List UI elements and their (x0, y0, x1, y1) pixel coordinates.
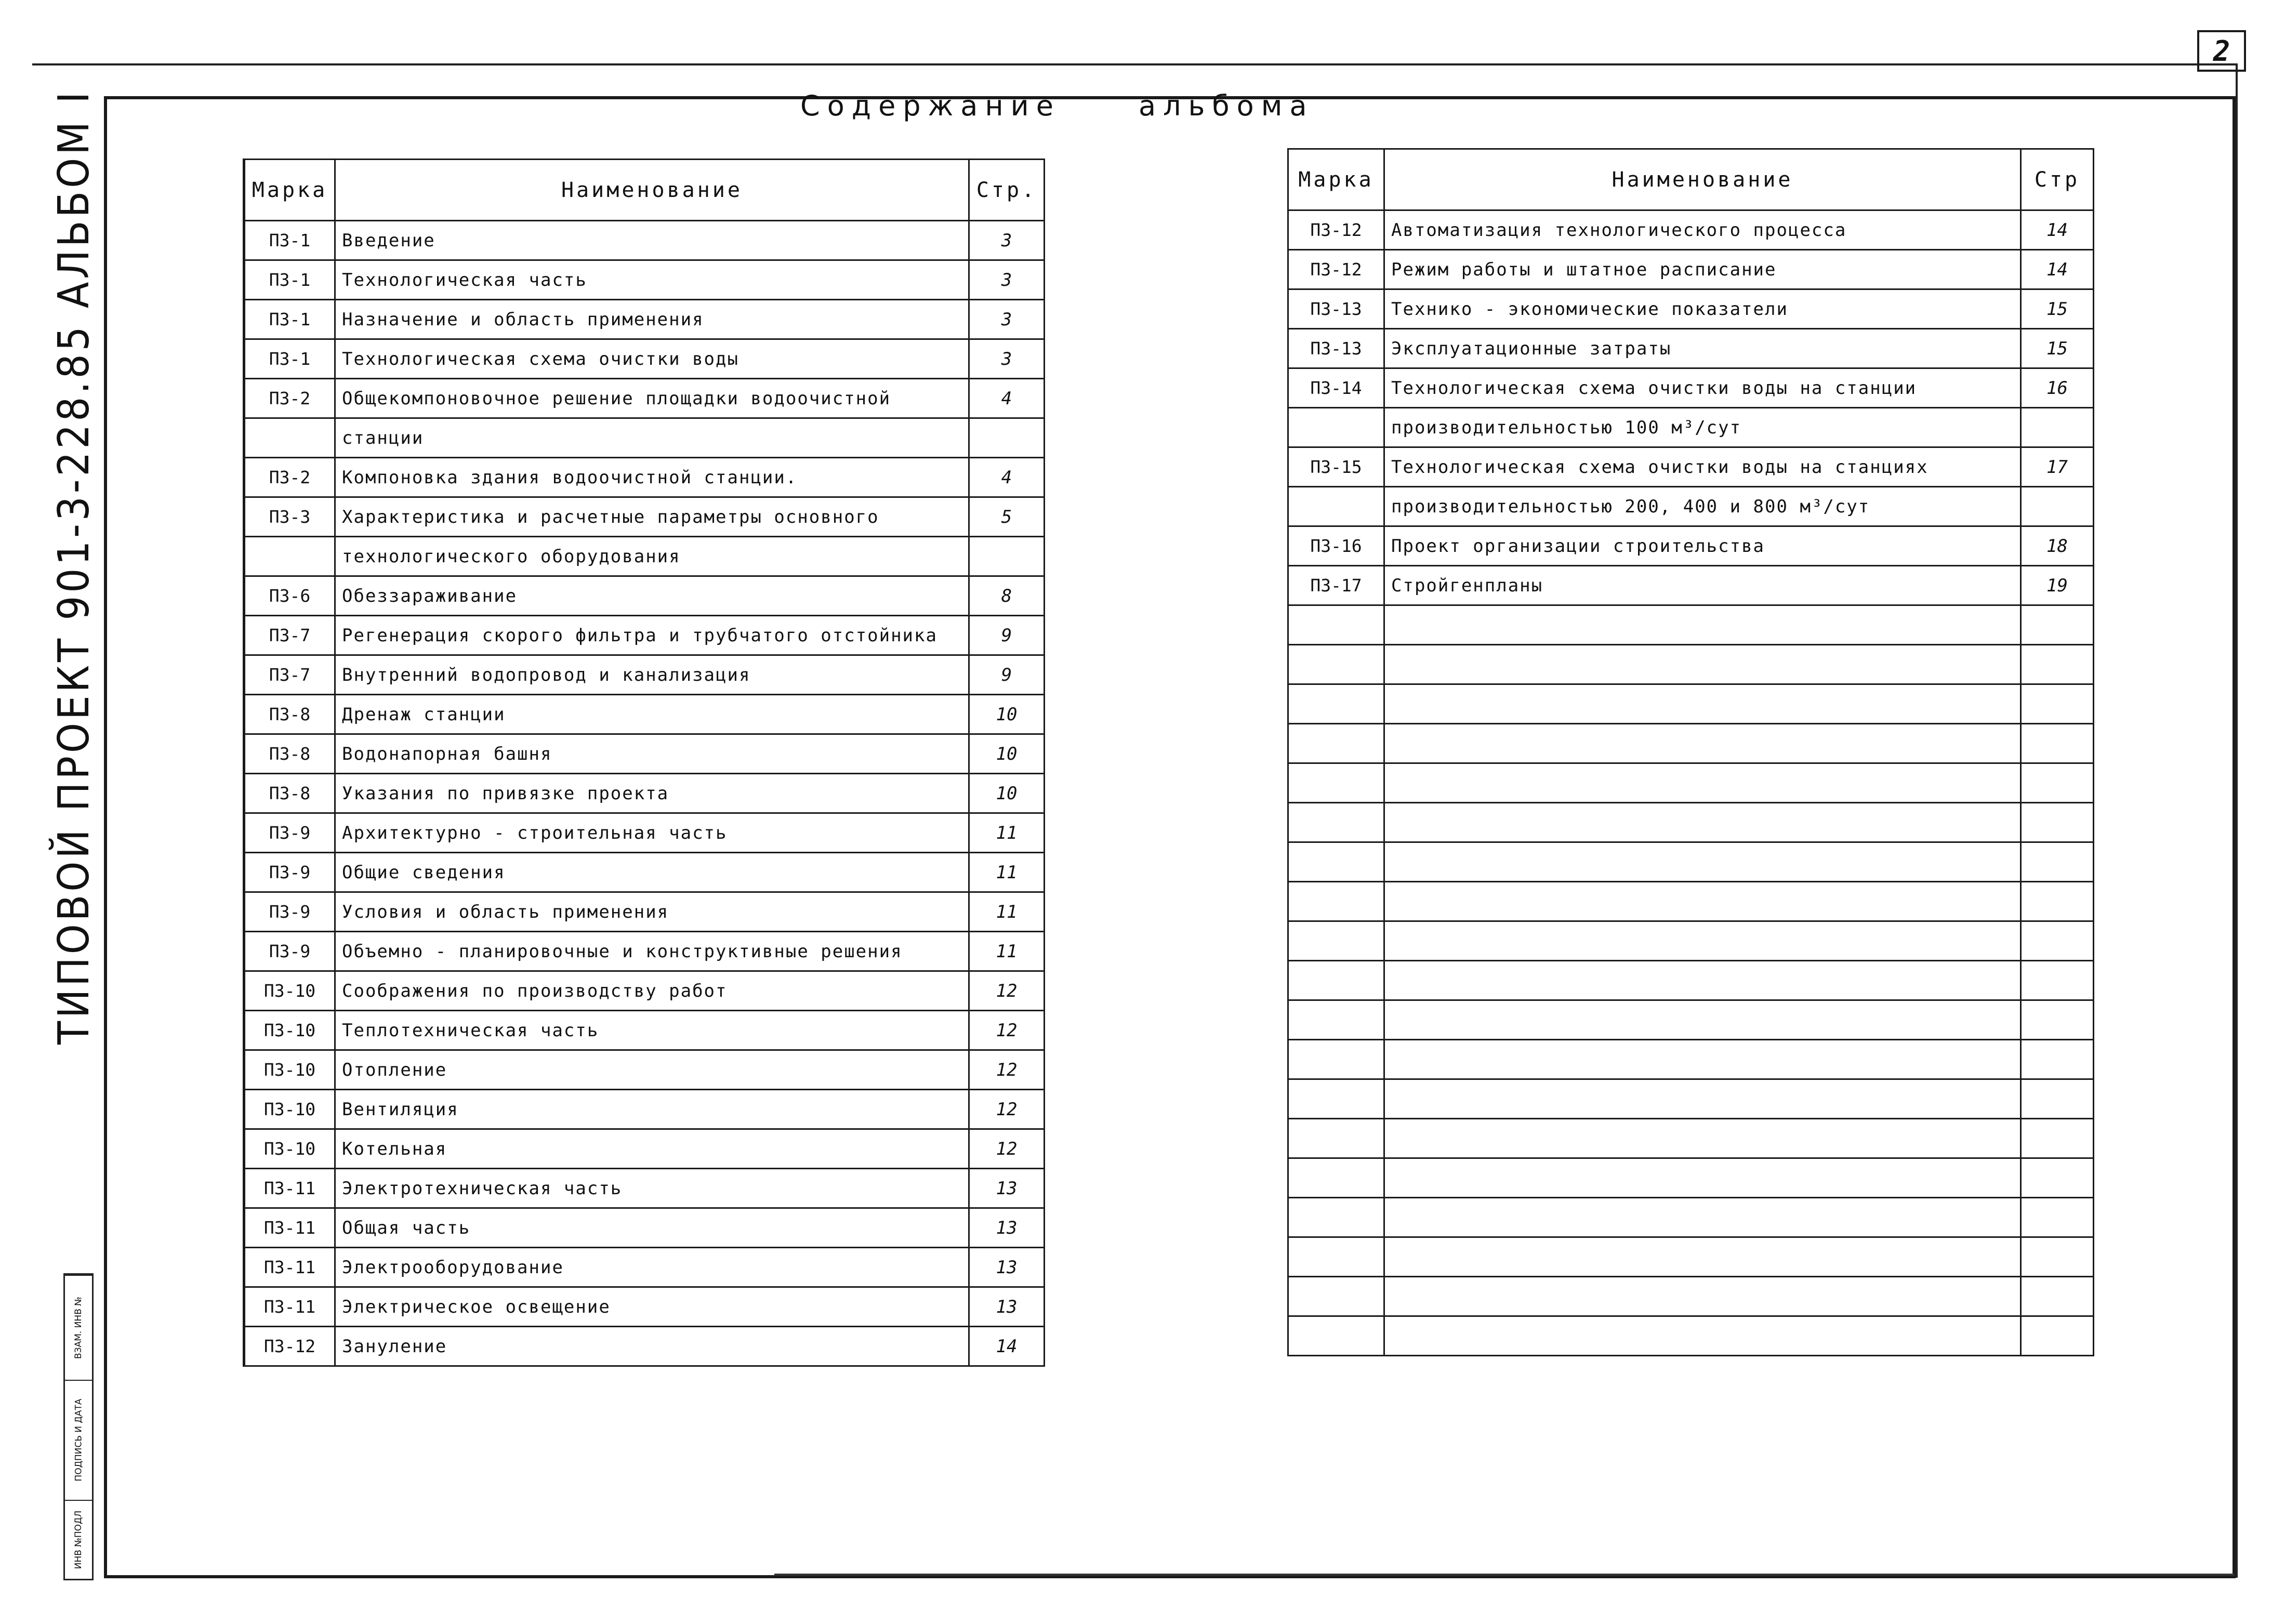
row-mark: ПЗ-11 (244, 1208, 335, 1248)
table-row (244, 971, 1045, 1011)
table-row (244, 1169, 1045, 1208)
stamp-label: ПОДПИСЬ И ДАТА (73, 1398, 84, 1482)
row-name: Электротехническая часть (335, 1169, 969, 1208)
row-page: 15 (2021, 289, 2094, 329)
row-page: 4 (969, 379, 1045, 418)
empty-cell (2021, 605, 2094, 645)
row-page: 3 (969, 300, 1045, 339)
row-page: 9 (969, 616, 1045, 655)
row-name: Электрооборудование (335, 1248, 969, 1287)
page-title (800, 89, 1314, 122)
row-mark: ПЗ-12 (244, 1327, 335, 1366)
empty-cell (2021, 921, 2094, 961)
row-page: 12 (969, 1050, 1045, 1090)
row-page: 12 (969, 1011, 1045, 1050)
table-row (244, 655, 1045, 695)
row-page: 17 (2021, 447, 2094, 487)
row-page: 16 (2021, 368, 2094, 408)
row-mark: ПЗ-10 (244, 1050, 335, 1090)
table-row (1288, 368, 2094, 408)
empty-cell (2021, 724, 2094, 763)
bottom-border-line (774, 1574, 2235, 1576)
table-row (244, 418, 1045, 458)
row-page (969, 537, 1045, 576)
row-page (969, 418, 1045, 458)
empty-cell (1384, 842, 2021, 882)
table-row (244, 892, 1045, 932)
stamp-label: ИНВ №ПОДЛ (73, 1510, 84, 1569)
empty-cell (1288, 1000, 1384, 1040)
empty-cell (2021, 1079, 2094, 1119)
table-row (244, 1208, 1045, 1248)
row-mark: ПЗ-2 (244, 379, 335, 418)
empty-cell (1384, 921, 2021, 961)
row-mark: ПЗ-1 (244, 221, 335, 260)
table-row (244, 774, 1045, 813)
table-row (244, 339, 1045, 379)
table-row (244, 576, 1045, 616)
row-name: Технологическая схема очистки воды на станции (1384, 368, 2021, 408)
table-row (244, 813, 1045, 853)
row-page: 10 (969, 695, 1045, 734)
row-name: Режим работы и штатное расписание (1384, 250, 2021, 289)
table-row-empty (1288, 1316, 2094, 1356)
row-page: 3 (969, 221, 1045, 260)
table-row (244, 458, 1045, 497)
table-row (244, 1129, 1045, 1169)
empty-cell (1288, 803, 1384, 842)
row-mark: ПЗ-8 (244, 695, 335, 734)
row-page: 5 (969, 497, 1045, 537)
empty-cell (1288, 882, 1384, 921)
page-title-part1: Содержание (800, 89, 1061, 122)
table-row (1288, 289, 2094, 329)
header-page: Стр. (969, 160, 1045, 221)
table-row (244, 260, 1045, 300)
table-header-row (244, 160, 1045, 221)
empty-cell (1384, 961, 2021, 1000)
row-page: 19 (2021, 566, 2094, 605)
side-title: ТИПОВОЙ ПРОЕКТ 901-3-228.85 АЛЬБОМ I (49, 89, 99, 1045)
empty-cell (2021, 1158, 2094, 1198)
row-mark: ПЗ-10 (244, 971, 335, 1011)
row-page (2021, 487, 2094, 526)
empty-cell (1288, 763, 1384, 803)
stamp-label: ВЗАМ. ИНВ № (73, 1296, 84, 1359)
row-page: 11 (969, 892, 1045, 932)
table-row (1288, 250, 2094, 289)
empty-cell (2021, 882, 2094, 921)
row-name: Обеззараживание (335, 576, 969, 616)
row-page: 11 (969, 853, 1045, 892)
row-mark: ПЗ-7 (244, 655, 335, 695)
table-row-empty (1288, 842, 2094, 882)
table-row (244, 1327, 1045, 1366)
row-name: производительностью 200, 400 и 800 м³/сут (1384, 487, 2021, 526)
row-mark (1288, 487, 1384, 526)
row-mark (244, 537, 335, 576)
empty-cell (1384, 1079, 2021, 1119)
row-name: Соображения по производству работ (335, 971, 969, 1011)
row-name: производительностью 100 м³/сут (1384, 408, 2021, 447)
row-mark: ПЗ-3 (244, 497, 335, 537)
table-row (244, 300, 1045, 339)
row-name: Отопление (335, 1050, 969, 1090)
row-name: Технико - экономические показатели (1384, 289, 2021, 329)
table-row (1288, 329, 2094, 368)
table-row (244, 1090, 1045, 1129)
table-row-empty (1288, 605, 2094, 645)
row-name: Компоновка здания водоочистной станции. (335, 458, 969, 497)
row-page: 14 (2021, 210, 2094, 250)
empty-cell (2021, 1040, 2094, 1079)
header-mark: Марка (244, 160, 335, 221)
table-row (1288, 487, 2094, 526)
table-row (244, 221, 1045, 260)
empty-cell (1288, 1158, 1384, 1198)
row-name: Характеристика и расчетные параметры основного (335, 497, 969, 537)
row-mark: ПЗ-13 (1288, 289, 1384, 329)
row-name: Объемно - планировочные и конструктивные решения (335, 932, 969, 971)
row-name: Введение (335, 221, 969, 260)
table-row-empty (1288, 1237, 2094, 1277)
row-mark: ПЗ-7 (244, 616, 335, 655)
row-name: Указания по привязке проекта (335, 774, 969, 813)
table-row (244, 695, 1045, 734)
empty-cell (1384, 1000, 2021, 1040)
header-page: Стр (2021, 149, 2094, 210)
contents-table-right (1287, 148, 2094, 1356)
table-row (244, 1011, 1045, 1050)
row-mark: ПЗ-17 (1288, 566, 1384, 605)
row-page: 12 (969, 1090, 1045, 1129)
row-mark: ПЗ-9 (244, 813, 335, 853)
empty-cell (1384, 803, 2021, 842)
table-row-empty (1288, 882, 2094, 921)
table-row (1288, 210, 2094, 250)
row-page: 8 (969, 576, 1045, 616)
table-row-empty (1288, 1198, 2094, 1237)
row-mark: ПЗ-16 (1288, 526, 1384, 566)
row-mark: ПЗ-12 (1288, 250, 1384, 289)
approval-stamp (63, 1273, 94, 1580)
row-page (2021, 408, 2094, 447)
empty-cell (2021, 645, 2094, 684)
row-mark (244, 418, 335, 458)
table-row-empty (1288, 961, 2094, 1000)
row-name: Назначение и область применения (335, 300, 969, 339)
row-name: технологического оборудования (335, 537, 969, 576)
empty-cell (1384, 1237, 2021, 1277)
table-row-empty (1288, 724, 2094, 763)
table-row (244, 1287, 1045, 1327)
empty-cell (2021, 1316, 2094, 1356)
table-row (244, 1050, 1045, 1090)
empty-cell (2021, 1119, 2094, 1158)
sheet-number-text: 2 (2213, 34, 2230, 68)
empty-cell (2021, 684, 2094, 724)
empty-cell (1288, 724, 1384, 763)
sheet-number (2197, 30, 2246, 72)
table-row (1288, 526, 2094, 566)
empty-cell (1384, 1198, 2021, 1237)
empty-cell (1288, 1198, 1384, 1237)
page-title-part2: альбома (1138, 89, 1314, 122)
row-mark: ПЗ-8 (244, 774, 335, 813)
empty-cell (1384, 605, 2021, 645)
row-mark: ПЗ-1 (244, 339, 335, 379)
row-page: 13 (969, 1248, 1045, 1287)
row-mark: ПЗ-1 (244, 260, 335, 300)
table-row (1288, 408, 2094, 447)
row-mark: ПЗ-6 (244, 576, 335, 616)
row-page: 13 (969, 1287, 1045, 1327)
stamp-cell-inv (65, 1500, 92, 1579)
row-name: Внутренний водопровод и канализация (335, 655, 969, 695)
row-name: Водонапорная башня (335, 734, 969, 774)
row-name: Архитектурно - строительная часть (335, 813, 969, 853)
row-page: 13 (969, 1208, 1045, 1248)
table-row (1288, 566, 2094, 605)
table-row-empty (1288, 921, 2094, 961)
row-name: Общие сведения (335, 853, 969, 892)
empty-cell (1288, 1277, 1384, 1316)
table-row-empty (1288, 1079, 2094, 1119)
empty-cell (1384, 882, 2021, 921)
empty-cell (1288, 961, 1384, 1000)
table-row-empty (1288, 803, 2094, 842)
empty-cell (2021, 763, 2094, 803)
table-row (244, 379, 1045, 418)
row-name: Проект организации строительства (1384, 526, 2021, 566)
empty-cell (1384, 1316, 2021, 1356)
table-row-empty (1288, 1158, 2094, 1198)
empty-cell (1288, 1119, 1384, 1158)
table-row (244, 537, 1045, 576)
row-mark: ПЗ-2 (244, 458, 335, 497)
empty-cell (2021, 842, 2094, 882)
table-row (244, 932, 1045, 971)
empty-cell (1288, 1079, 1384, 1119)
table-row-empty (1288, 684, 2094, 724)
table-row-empty (1288, 763, 2094, 803)
table-row (244, 616, 1045, 655)
row-page: 3 (969, 260, 1045, 300)
row-mark: ПЗ-15 (1288, 447, 1384, 487)
table-row (244, 734, 1045, 774)
stamp-cell-replace (65, 1275, 92, 1380)
row-name: Общая часть (335, 1208, 969, 1248)
row-name: Дренаж станции (335, 695, 969, 734)
row-name: Эксплуатационные затраты (1384, 329, 2021, 368)
row-mark (1288, 408, 1384, 447)
empty-cell (1384, 684, 2021, 724)
row-name: Технологическая схема очистки воды на станциях (1384, 447, 2021, 487)
empty-cell (1288, 1316, 1384, 1356)
empty-cell (2021, 1237, 2094, 1277)
row-page: 3 (969, 339, 1045, 379)
row-page: 15 (2021, 329, 2094, 368)
row-mark: ПЗ-10 (244, 1090, 335, 1129)
empty-cell (1288, 684, 1384, 724)
row-name: Теплотехническая часть (335, 1011, 969, 1050)
row-name: Условия и область применения (335, 892, 969, 932)
row-page: 14 (969, 1327, 1045, 1366)
empty-cell (1288, 645, 1384, 684)
table-row-empty (1288, 645, 2094, 684)
table-row (244, 497, 1045, 537)
row-mark: ПЗ-9 (244, 892, 335, 932)
empty-cell (1288, 842, 1384, 882)
row-name: Технологическая часть (335, 260, 969, 300)
table-row-empty (1288, 1040, 2094, 1079)
empty-cell (1384, 645, 2021, 684)
table-header-row (1288, 149, 2094, 210)
row-page: 12 (969, 1129, 1045, 1169)
row-page: 9 (969, 655, 1045, 695)
row-page: 10 (969, 734, 1045, 774)
table-row-empty (1288, 1119, 2094, 1158)
row-page: 13 (969, 1169, 1045, 1208)
empty-cell (2021, 803, 2094, 842)
row-page: 18 (2021, 526, 2094, 566)
row-page: 11 (969, 813, 1045, 853)
row-name: Зануление (335, 1327, 969, 1366)
row-name: Вентиляция (335, 1090, 969, 1129)
table-row (1288, 447, 2094, 487)
contents-table-left (243, 159, 1045, 1367)
empty-cell (2021, 1000, 2094, 1040)
row-mark: ПЗ-8 (244, 734, 335, 774)
empty-cell (1288, 1237, 1384, 1277)
table-row (244, 1248, 1045, 1287)
row-mark: ПЗ-11 (244, 1248, 335, 1287)
empty-cell (1384, 1277, 2021, 1316)
row-name: станции (335, 418, 969, 458)
empty-cell (1288, 1040, 1384, 1079)
row-name: Регенерация скорого фильтра и трубчатого отстойника (335, 616, 969, 655)
header-name: Наименование (1384, 149, 2021, 210)
stamp-cell-signature (65, 1380, 92, 1500)
row-name: Электрическое освещение (335, 1287, 969, 1327)
row-page: 11 (969, 932, 1045, 971)
empty-cell (2021, 961, 2094, 1000)
row-mark: ПЗ-13 (1288, 329, 1384, 368)
row-mark: ПЗ-9 (244, 932, 335, 971)
row-mark: ПЗ-9 (244, 853, 335, 892)
row-mark: ПЗ-14 (1288, 368, 1384, 408)
empty-cell (1384, 1040, 2021, 1079)
empty-cell (2021, 1277, 2094, 1316)
empty-cell (1288, 605, 1384, 645)
empty-cell (1384, 724, 2021, 763)
row-name: Автоматизация технологического процесса (1384, 210, 2021, 250)
row-mark: ПЗ-11 (244, 1169, 335, 1208)
empty-cell (1384, 1119, 2021, 1158)
table-row (244, 853, 1045, 892)
table-row-empty (1288, 1277, 2094, 1316)
table-row-empty (1288, 1000, 2094, 1040)
row-page: 10 (969, 774, 1045, 813)
row-mark: ПЗ-10 (244, 1011, 335, 1050)
header-name: Наименование (335, 160, 969, 221)
empty-cell (1288, 921, 1384, 961)
row-page: 14 (2021, 250, 2094, 289)
row-name: Котельная (335, 1129, 969, 1169)
row-mark: ПЗ-12 (1288, 210, 1384, 250)
row-mark: ПЗ-1 (244, 300, 335, 339)
row-page: 4 (969, 458, 1045, 497)
header-mark: Марка (1288, 149, 1384, 210)
row-mark: ПЗ-11 (244, 1287, 335, 1327)
empty-cell (1384, 763, 2021, 803)
row-page: 12 (969, 971, 1045, 1011)
row-name: Общекомпоновочное решение площадки водоочистной (335, 379, 969, 418)
row-name: Стройгенпланы (1384, 566, 2021, 605)
row-mark: ПЗ-10 (244, 1129, 335, 1169)
empty-cell (1384, 1158, 2021, 1198)
row-name: Технологическая схема очистки воды (335, 339, 969, 379)
empty-cell (2021, 1198, 2094, 1237)
